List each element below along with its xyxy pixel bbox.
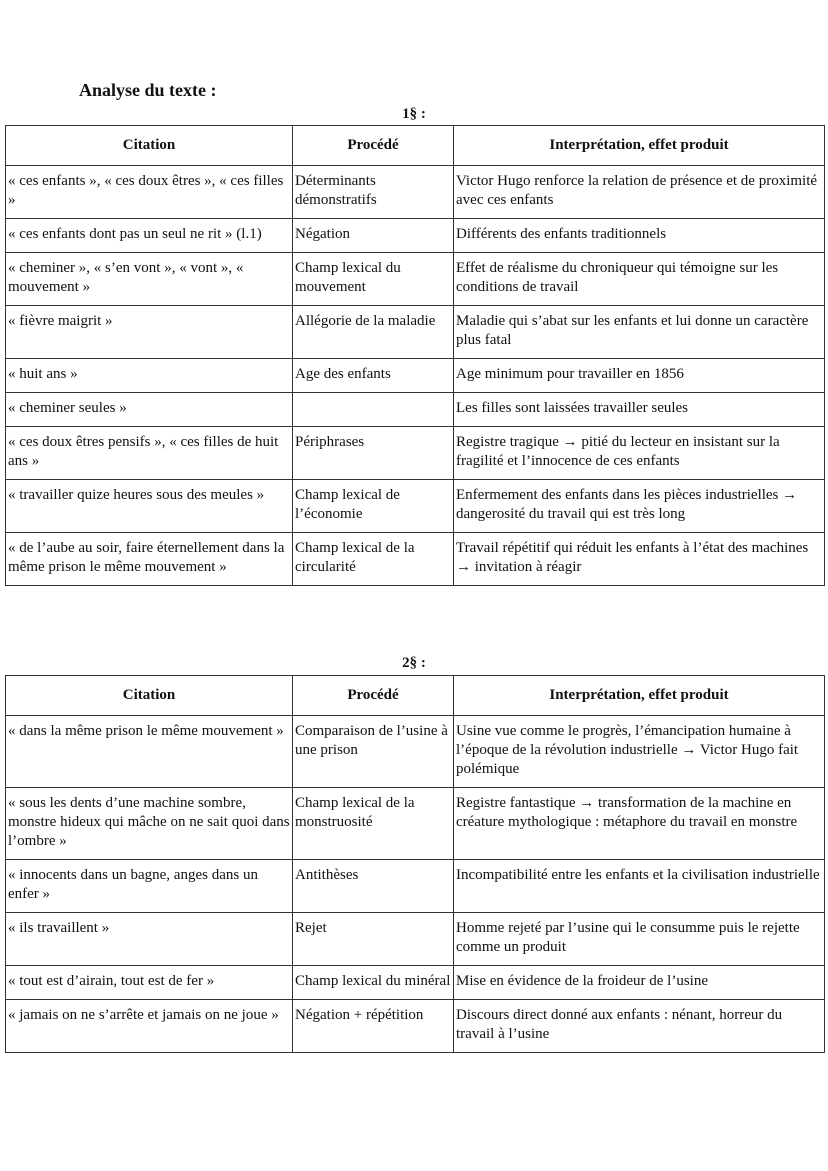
cell-procede — [293, 393, 454, 427]
cell-procede: Champ lexical de l’économie — [293, 480, 454, 533]
cell-interpretation: Registre tragique → pitié du lecteur en insistant sur la fragilité et l’innocence de ces enfants — [454, 427, 825, 480]
header-interpretation: Interprétation, effet produit — [454, 126, 825, 166]
cell-procede: Comparaison de l’usine à une prison — [293, 716, 454, 788]
cell-citation: « dans la même prison le même mouvement » — [6, 716, 293, 788]
cell-citation: « travailler quize heures sous des meules » — [6, 480, 293, 533]
cell-citation: « innocents dans un bagne, anges dans un enfer » — [6, 860, 293, 913]
cell-interpretation: Les filles sont laissées travailler seules — [454, 393, 825, 427]
cell-citation: « tout est d’airain, tout est de fer » — [6, 966, 293, 1000]
table-row — [6, 966, 825, 1000]
cell-interpretation: Discours direct donné aux enfants : nénant, horreur du travail à l’usine — [454, 1000, 825, 1053]
cell-citation: « huit ans » — [6, 359, 293, 393]
table-row — [6, 1000, 825, 1053]
table-row — [6, 253, 825, 306]
cell-interpretation: Usine vue comme le progrès, l’émancipation humaine à l’époque de la révolution industrielle → Victor Hugo fait polémique — [454, 716, 825, 788]
header-interpretation: Interprétation, effet produit — [454, 676, 825, 716]
cell-interpretation: Age minimum pour travailler en 1856 — [454, 359, 825, 393]
cell-interpretation: Registre fantastique → transformation de la machine en créature mythologique : métaphore du travail en monstre — [454, 788, 825, 860]
cell-procede: Périphrases — [293, 427, 454, 480]
cell-procede: Négation + répétition — [293, 1000, 454, 1053]
table-header-row — [6, 126, 825, 166]
table-row — [6, 716, 825, 788]
cell-citation: « jamais on ne s’arrête et jamais on ne joue » — [6, 1000, 293, 1053]
cell-interpretation: Effet de réalisme du chroniqueur qui témoigne sur les conditions de travail — [454, 253, 825, 306]
cell-procede: Rejet — [293, 913, 454, 966]
cell-citation: « ces enfants », « ces doux êtres », « ces filles » — [6, 166, 293, 219]
cell-interpretation: Enfermement des enfants dans les pièces industrielles → dangerosité du travail qui est très long — [454, 480, 825, 533]
cell-citation: « ces doux êtres pensifs », « ces filles de huit ans » — [6, 427, 293, 480]
table-row — [6, 359, 825, 393]
cell-procede: Champ lexical de la circularité — [293, 533, 454, 586]
analysis-table-2 — [5, 675, 825, 1053]
table-row — [6, 788, 825, 860]
analysis-table-1 — [5, 125, 825, 586]
cell-interpretation: Travail répétitif qui réduit les enfants à l’état des machines → invitation à réagir — [454, 533, 825, 586]
table-row — [6, 913, 825, 966]
page-title: Analyse du texte : — [79, 80, 217, 100]
table-row — [6, 166, 825, 219]
cell-interpretation: Mise en évidence de la froideur de l’usine — [454, 966, 825, 1000]
header-citation: Citation — [6, 676, 293, 716]
table-row — [6, 860, 825, 913]
cell-procede: Champ lexical du mouvement — [293, 253, 454, 306]
cell-interpretation: Maladie qui s’abat sur les enfants et lui donne un caractère plus fatal — [454, 306, 825, 359]
cell-procede: Champ lexical du minéral — [293, 966, 454, 1000]
table-row — [6, 306, 825, 359]
cell-citation: « ils travaillent » — [6, 913, 293, 966]
cell-interpretation: Différents des enfants traditionnels — [454, 219, 825, 253]
cell-procede: Déterminants démonstratifs — [293, 166, 454, 219]
cell-procede: Age des enfants — [293, 359, 454, 393]
header-procede: Procédé — [293, 126, 454, 166]
table-row — [6, 533, 825, 586]
cell-citation: « sous les dents d’une machine sombre, monstre hideux qui mâche on ne sait quoi dans l’ombre » — [6, 788, 293, 860]
table-row — [6, 219, 825, 253]
cell-interpretation: Incompatibilité entre les enfants et la civilisation industrielle — [454, 860, 825, 913]
table-row — [6, 393, 825, 427]
section-label-2: 2§ : — [402, 655, 426, 671]
cell-interpretation: Victor Hugo renforce la relation de présence et de proximité avec ces enfants — [454, 166, 825, 219]
section-label-1: 1§ : — [402, 106, 426, 122]
header-citation: Citation — [6, 126, 293, 166]
cell-citation: « fièvre maigrit » — [6, 306, 293, 359]
cell-procede: Antithèses — [293, 860, 454, 913]
cell-citation: « de l’aube au soir, faire éternellement dans la même prison le même mouvement » — [6, 533, 293, 586]
cell-citation: « cheminer », « s’en vont », « vont », « mouvement » — [6, 253, 293, 306]
table-row — [6, 480, 825, 533]
cell-citation: « ces enfants dont pas un seul ne rit » (l.1) — [6, 219, 293, 253]
cell-procede: Allégorie de la maladie — [293, 306, 454, 359]
table-header-row — [6, 676, 825, 716]
cell-interpretation: Homme rejeté par l’usine qui le consumme puis le rejette comme un produit — [454, 913, 825, 966]
cell-procede: Négation — [293, 219, 454, 253]
cell-procede: Champ lexical de la monstruosité — [293, 788, 454, 860]
table-row — [6, 427, 825, 480]
cell-citation: « cheminer seules » — [6, 393, 293, 427]
header-procede: Procédé — [293, 676, 454, 716]
